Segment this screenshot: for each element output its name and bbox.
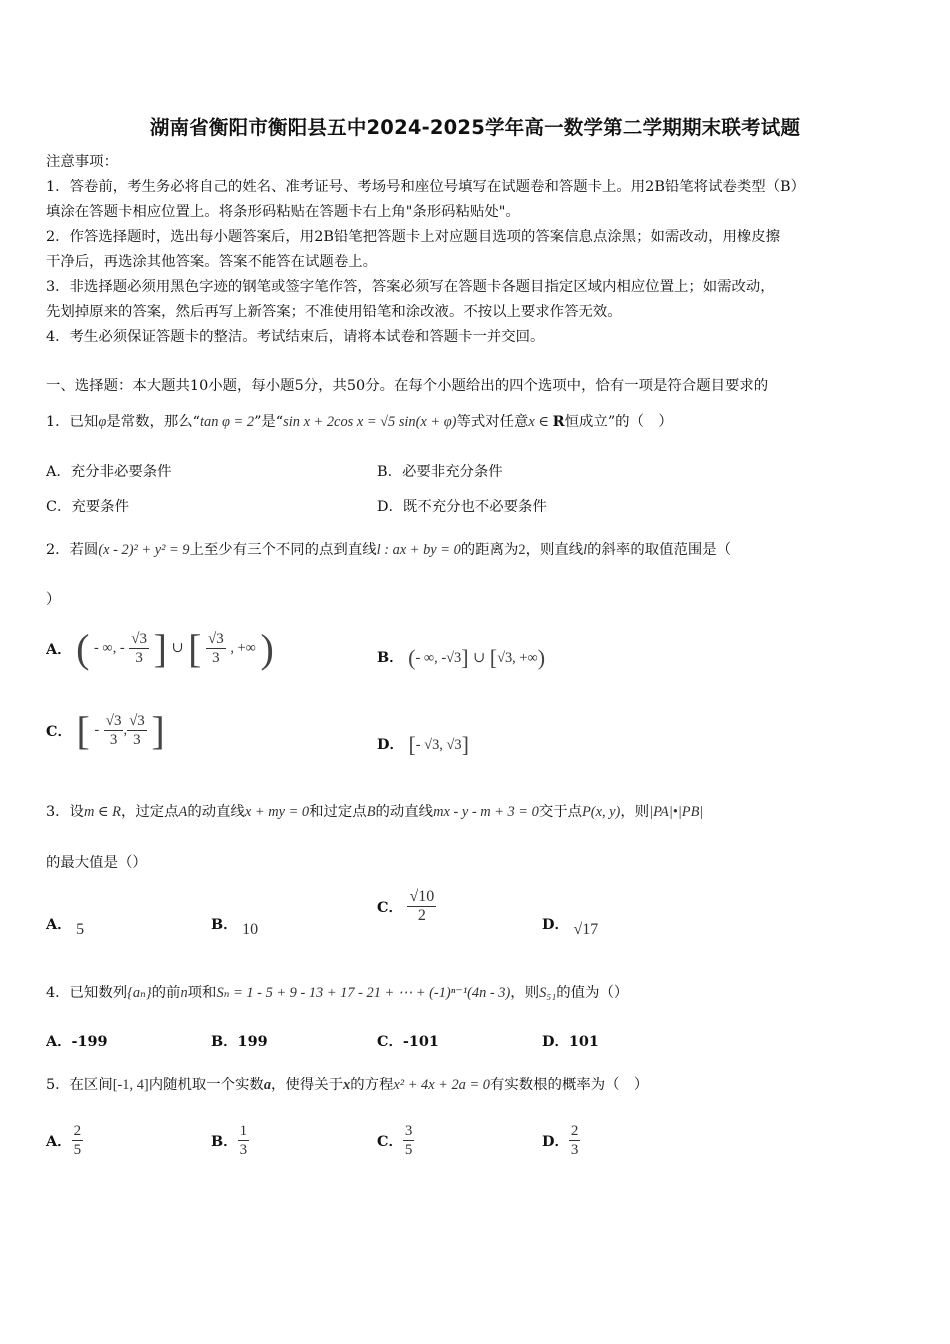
q1-condition: tan φ = 2	[200, 414, 255, 430]
q2-c-frac-1: $\frac{√3}{3}$	[105, 713, 122, 748]
q5-text-2: ，使得关于	[271, 1077, 343, 1093]
q3-option-b[interactable]	[211, 913, 259, 938]
q3-option-d[interactable]	[542, 913, 599, 938]
q5-x: x	[343, 1077, 351, 1093]
q1-option-b[interactable]: B．必要非充分条件	[377, 464, 503, 480]
q3-b-label: B．	[211, 916, 238, 933]
q5-option-a[interactable]	[46, 1122, 83, 1159]
q2-a-union: ∪	[171, 640, 184, 656]
q5-b-frac: $\frac{1}{3}$	[239, 1123, 248, 1158]
q2-b-bracket-2: [	[489, 645, 498, 670]
q5-text-1: 内随机取一个实数	[148, 1077, 264, 1093]
q2-b-label: B．	[377, 649, 404, 666]
q1-option-c[interactable]: C．充要条件	[46, 499, 129, 515]
q2-a-frac-2: $\frac{√3}{3}$	[208, 631, 224, 666]
q1-equation: sin x + 2cos x = √5 sin(x + φ)	[283, 414, 457, 430]
q2-option-c[interactable]	[46, 707, 165, 754]
q3-point-b: B	[366, 804, 376, 820]
q2-c-close-bracket: ]	[151, 708, 165, 753]
q2-d-label: D．	[377, 736, 404, 753]
q1-option-a[interactable]: A．充分非必要条件	[46, 464, 172, 480]
q3-d-value: √17	[573, 921, 599, 938]
q2-c-label: C．	[46, 723, 72, 740]
q3-option-a[interactable]	[46, 913, 85, 938]
q4-s51: S₅₁	[539, 985, 557, 1001]
note-1a: 1．答卷前，考生务必将自己的姓名、准考证号、考场号和座位号填写在试题卷和答题卡上。用2B铅笔将试卷类型（B）	[46, 179, 805, 195]
note-2a: 2．作答选择题时，选出每小题答案后，用2B铅笔把答题卡上对应题目选项的答案信息点涂黑；如需改动，用橡皮擦	[46, 229, 781, 245]
q1-text-1: 是常数，那么“	[106, 414, 200, 430]
q3-text-5: 交于点	[538, 804, 582, 820]
q2-b-pos-inf: , +∞	[512, 650, 538, 666]
q2-option-a[interactable]	[46, 625, 274, 672]
q4-n: n	[180, 985, 188, 1001]
question-3	[46, 802, 703, 822]
q2-d-neg-sqrt3: - √3,	[415, 737, 447, 753]
q2-d-sqrt3: √3	[446, 737, 462, 753]
q2-c-comma: ,	[123, 722, 128, 738]
q3-option-c[interactable]	[377, 888, 436, 925]
q2-b-bracket-1: ]	[461, 645, 469, 670]
q4-sum-formula: Sₙ = 1 - 5 + 9 - 13 + 17 - 21 + ⋯ + (-1)ⁿ⁻¹(4n - 3)	[216, 985, 511, 1001]
q2-distance: 2	[518, 542, 526, 558]
q2-a-bracket-1: ]	[153, 626, 167, 671]
q3-m-in-r: m ∈ R	[83, 804, 121, 820]
q2-circle-equation: (x - 2)² + y² = 9	[98, 542, 190, 558]
q1-real-set: R	[552, 413, 565, 430]
q4-text-1: 的前	[151, 985, 181, 1001]
q4-text-4: 的值为（）	[556, 985, 629, 1001]
q2-text-1: 上至少有三个不同的点到直线	[189, 542, 377, 558]
q1-text-4: 恒成立”的（ ）	[564, 414, 673, 430]
q5-d-frac: $\frac{2}{3}$	[570, 1123, 579, 1158]
q2-d-close-bracket: ]	[461, 732, 469, 757]
q2-b-neg-inf: - ∞, -	[415, 650, 447, 666]
q3-b-value: 10	[242, 921, 259, 938]
q3-text-2: 的动直线	[187, 804, 245, 820]
q2-d-open-bracket: [	[408, 732, 416, 757]
q5-a-label: A．	[46, 1133, 72, 1150]
section-heading: 一、选择题：本大题共10小题，每小题5分，共50分。在每个小题给出的四个选项中，恰有一项是符合题目要求的	[46, 378, 769, 394]
q3-a-value: 5	[76, 921, 85, 938]
q3-c-label: C．	[377, 899, 403, 916]
q5-interval: [-1, 4]	[112, 1077, 149, 1093]
q3-number: 3．设	[46, 804, 84, 820]
q3-text-4: 的动直线	[375, 804, 434, 820]
q1-number: 1．已知	[46, 414, 99, 430]
q2-line-equation: l : ax + by = 0	[376, 542, 461, 558]
q1-x-in: x ∈	[528, 414, 553, 430]
q5-text-4: 有实数根的概率为（ ）	[489, 1077, 649, 1093]
q3-point-a: A	[178, 804, 188, 820]
q3-text-1: ，过定点	[120, 804, 179, 820]
q5-option-b[interactable]	[211, 1122, 249, 1159]
q2-text-3: ，则直线	[525, 542, 584, 558]
q4-option-d[interactable]: D．101	[542, 1033, 599, 1050]
q2-c-neg: -	[94, 722, 100, 738]
q3-a-label: A．	[46, 916, 72, 933]
q4-option-b[interactable]: B．199	[211, 1033, 268, 1050]
question-4	[46, 983, 628, 1003]
q2-text-2: 的距离为	[460, 542, 519, 558]
q3-d-label: D．	[542, 916, 569, 933]
q2-c-open-bracket: [	[76, 708, 90, 753]
q4-text-2: 项和	[187, 985, 217, 1001]
note-2b: 干净后，再选涂其他答案。答案不能答在试题卷上。	[46, 254, 377, 270]
q5-a: a	[263, 1077, 272, 1093]
q1-phi: φ	[98, 414, 107, 430]
q3-line-2: mx - y - m + 3 = 0	[433, 804, 539, 820]
q5-a-frac: $\frac{2}{5}$	[73, 1123, 82, 1158]
q2-line-name: l	[583, 542, 588, 558]
q2-number: 2．若圆	[46, 542, 99, 558]
q5-c-frac: $\frac{3}{5}$	[404, 1123, 413, 1158]
q5-b-label: B．	[211, 1133, 238, 1150]
page-title: 湖南省衡阳市衡阳县五中2024-2025学年高一数学第二学期期末联考试题	[149, 116, 801, 139]
q2-a-bracket-2: [	[188, 626, 202, 671]
note-4: 4．考生必须保证答题卡的整洁。考试结束后，请将本试卷和答题卡一并交回。	[46, 329, 545, 345]
q1-text-2: ”是“	[254, 414, 284, 430]
q2-c-frac-2: $\frac{√3}{3}$	[129, 713, 145, 748]
q2-b-union: ∪	[473, 650, 486, 666]
q2-a-label: A．	[46, 641, 72, 658]
question-5	[46, 1075, 648, 1095]
q2-b-sqrt3: √3	[446, 650, 462, 666]
q1-option-d[interactable]: D．既不充分也不必要条件	[377, 499, 547, 515]
q5-c-label: C．	[377, 1133, 403, 1150]
q2-a-close-paren: )	[260, 626, 274, 671]
note-3b: 先划掉原来的答案，然后再写上新答案；不准使用铅笔和涂改液。不按以上要求作答无效。	[46, 304, 622, 320]
q3-line-1: x + my = 0	[244, 804, 310, 820]
q2-a-frac-1: $\frac{√3}{3}$	[131, 631, 147, 666]
q2-option-d[interactable]	[377, 732, 469, 758]
q3-text-7: 的最大值是（）	[46, 855, 147, 871]
q3-product-expr: |PA|•|PB|	[649, 804, 704, 820]
q4-option-a[interactable]: A．-199	[46, 1033, 108, 1050]
notes-heading: 注意事项：	[46, 154, 118, 170]
q2-a-open-paren: (	[76, 626, 90, 671]
q2-text-4: 的斜率的取值范围是（	[587, 542, 732, 558]
q5-text-3: 的方程	[350, 1077, 394, 1093]
q3-text-6: ，则	[620, 804, 650, 820]
q5-d-label: D．	[542, 1133, 569, 1150]
q4-option-c[interactable]: C．-101	[377, 1033, 439, 1050]
q2-a-pos-inf: , +∞	[230, 640, 256, 656]
q1-text-3: 等式对任意	[456, 414, 529, 430]
q4-text-3: ，则	[510, 985, 540, 1001]
q3-text-3: 和过定点	[309, 804, 367, 820]
q4-sequence: {aₙ}	[127, 985, 152, 1001]
q2-b-sqrt3-2: √3	[497, 650, 513, 666]
q5-number: 5．在区间	[46, 1077, 113, 1093]
q5-option-d[interactable]	[542, 1122, 580, 1159]
q5-equation: x² + 4x + 2a = 0	[393, 1077, 490, 1093]
q3-point-p: P(x, y)	[582, 804, 621, 820]
q2-a-neg-inf: - ∞, -	[94, 640, 125, 656]
question-2	[46, 540, 731, 560]
q3-c-frac: $\frac{√10}{2}$	[409, 888, 435, 924]
question-1	[46, 412, 673, 432]
q5-option-c[interactable]	[377, 1122, 414, 1159]
q2-close-paren: ）	[46, 592, 61, 608]
q2-option-b[interactable]	[377, 645, 545, 671]
q2-b-close-paren: )	[537, 645, 546, 670]
note-1b: 填涂在答题卡相应位置上。将条形码粘贴在答题卡右上角"条形码粘贴处"。	[46, 204, 520, 220]
q2-b-open-paren: (	[408, 645, 416, 670]
q4-number: 4．已知数列	[46, 985, 128, 1001]
note-3a: 3．非选择题必须用黑色字迹的钢笔或签字笔作答，答案必须写在答题卡各题目指定区域内相应位置上；如需改动，	[46, 279, 775, 295]
